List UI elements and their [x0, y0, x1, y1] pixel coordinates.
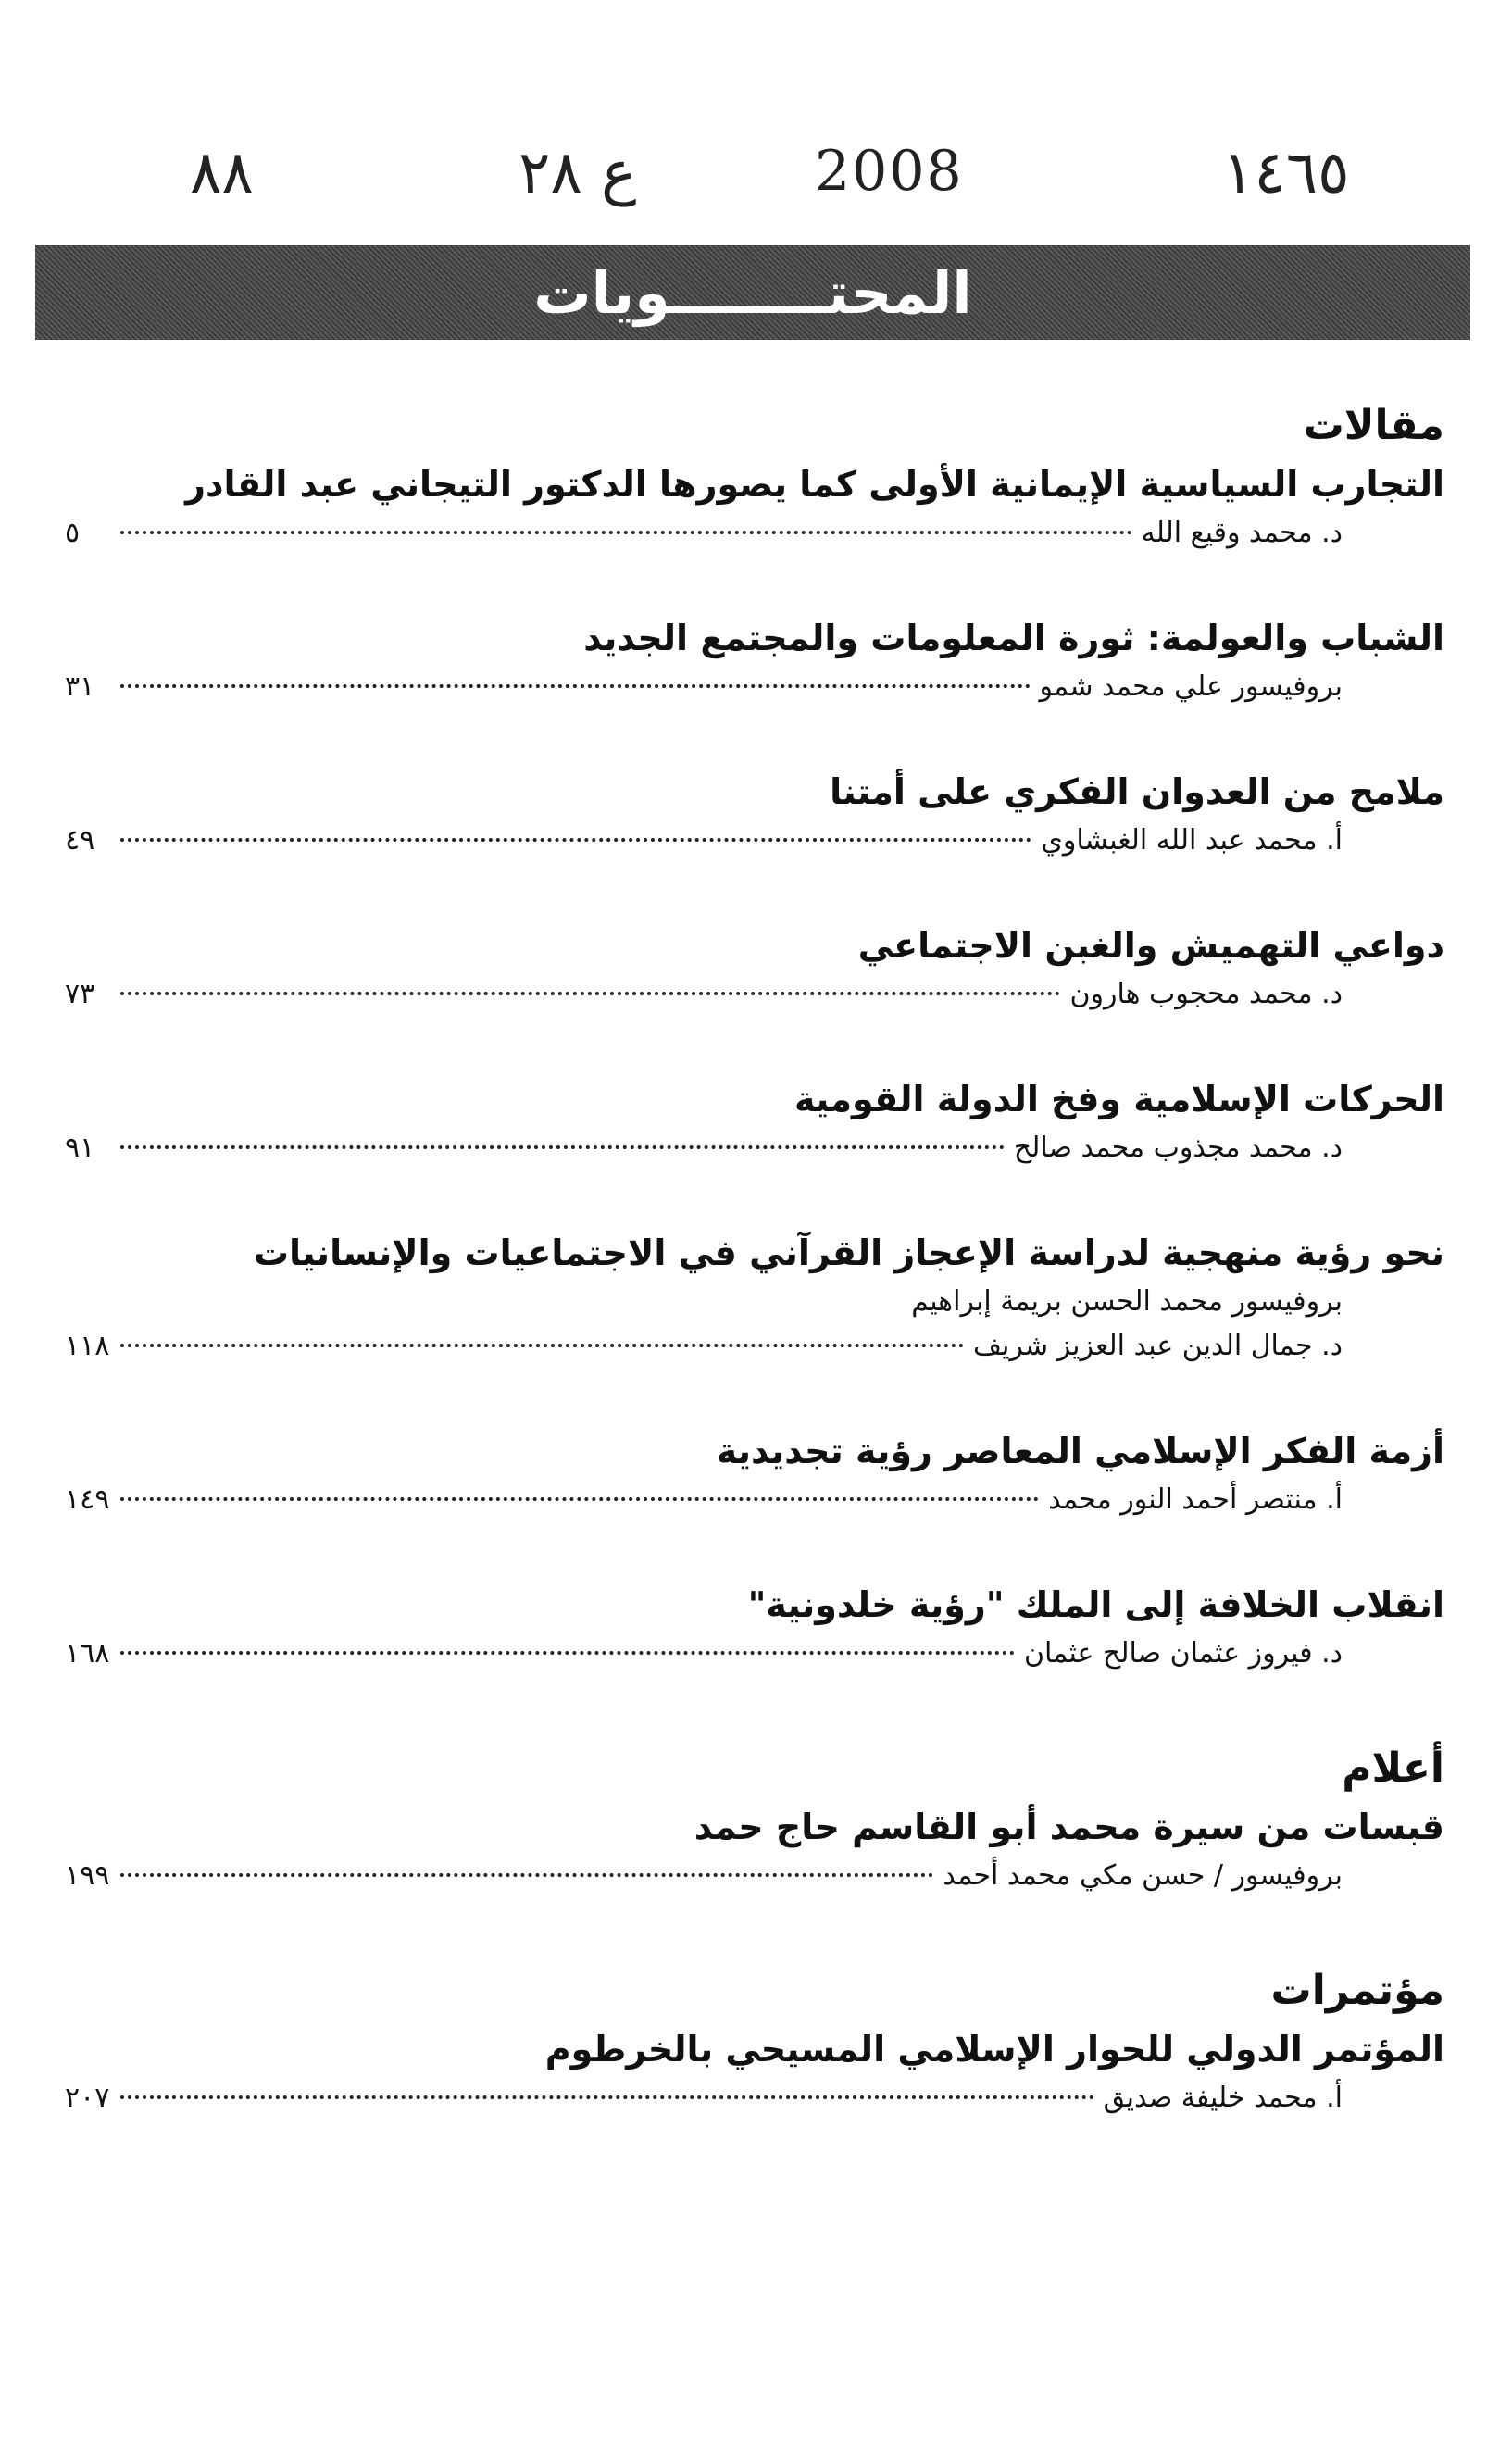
author-line: [65, 2076, 1444, 2120]
entry-title: المؤتمر الدولي للحوار الإسلامي المسيحي بالخرطوم: [544, 2029, 1444, 2070]
handwritten-note: ١٤٦٥: [1222, 139, 1350, 207]
page-number: ١١٨: [65, 1330, 110, 1362]
page-number: ١٤٩: [65, 1483, 110, 1516]
author-line: [65, 972, 1444, 1017]
page-number: ٣١: [65, 670, 95, 703]
entry-author: أ. محمد خليفة صديق: [1103, 2082, 1343, 2114]
page-number: ١٦٨: [65, 1637, 110, 1670]
section-title: مقالات: [1303, 402, 1444, 449]
dot-leader: [120, 531, 1132, 534]
author-line: [65, 1280, 1444, 1324]
handwritten-note: ٨٨: [190, 139, 254, 207]
entry-title: الشباب والعولمة: ثورة المعلومات والمجتمع الجديد: [583, 618, 1444, 658]
author-line: [65, 1632, 1444, 1676]
dot-leader: [120, 1145, 1005, 1149]
toc-entry[interactable]: [65, 457, 1444, 556]
toc-entry[interactable]: [65, 1226, 1444, 1369]
author-line: [65, 1854, 1444, 1898]
entry-author: د. محمد محجوب هارون: [1069, 978, 1343, 1010]
entry-title: انقلاب الخلافة إلى الملك "رؤية خلدونية": [747, 1584, 1444, 1625]
entry-title: التجارب السياسية الإيمانية الأولى كما يصورها الدكتور التيجاني عبد القادر: [185, 464, 1444, 505]
toc-entry[interactable]: [65, 2022, 1444, 2120]
entry-title: أزمة الفكر الإسلامي المعاصر رؤية تجديدية: [716, 1431, 1444, 1471]
entry-title: ملامح من العدوان الفكري على أمتنا: [830, 771, 1444, 812]
entry-author: بروفيسور / حسن مكي محمد أحمد: [943, 1859, 1343, 1892]
toc-entry[interactable]: [65, 1578, 1444, 1676]
dot-leader: [120, 1651, 1015, 1655]
author-line: [65, 665, 1444, 709]
page-number: ٩١: [65, 1132, 95, 1164]
entry-author: أ. محمد عبد الله الغبشاوي: [1041, 824, 1343, 857]
toc-entry[interactable]: [65, 1424, 1444, 1522]
entry-author: د. محمد وقيع الله: [1141, 517, 1343, 549]
page-title: المحتــــــــويات: [533, 258, 972, 327]
entry-author: بروفيسور محمد الحسن بريمة إبراهيم: [911, 1285, 1343, 1318]
author-line: [65, 1324, 1444, 1369]
page-number: ٢٠٧: [65, 2082, 110, 2114]
entry-title: قبسات من سيرة محمد أبو القاسم حاج حمد: [694, 1807, 1444, 1847]
handwritten-note: ع ٢٨: [519, 139, 637, 207]
dot-leader: [120, 684, 1031, 688]
title-banner: [35, 245, 1470, 340]
section-title: أعلام: [1342, 1745, 1444, 1792]
page-number: ٧٣: [65, 978, 95, 1010]
table-of-contents: [65, 398, 1444, 2176]
author-line: [65, 1478, 1444, 1522]
toc-entry[interactable]: [65, 765, 1444, 863]
entry-author: د. فيروز عثمان صالح عثمان: [1023, 1637, 1343, 1670]
toc-entry[interactable]: [65, 611, 1444, 709]
entry-author: د. جمال الدين عبد العزيز شريف: [972, 1330, 1343, 1362]
dot-leader: [120, 2095, 1094, 2099]
handwritten-note: 2008: [815, 139, 964, 204]
page-number: ١٩٩: [65, 1859, 110, 1892]
entry-author: بروفيسور علي محمد شمو: [1039, 670, 1343, 703]
author-line: [65, 819, 1444, 863]
toc-entry[interactable]: [65, 1072, 1444, 1170]
toc-entry[interactable]: [65, 919, 1444, 1017]
author-line: [65, 511, 1444, 556]
entry-title: نحو رؤية منهجية لدراسة الإعجاز القرآني في الاجتماعيات والإنسانيات: [253, 1232, 1444, 1273]
page-number: ٤٩: [65, 824, 95, 857]
author-line: [65, 1126, 1444, 1170]
page-number: ٥: [65, 517, 81, 549]
dot-leader: [120, 1344, 964, 1347]
section-title: مؤتمرات: [1270, 1967, 1444, 2014]
dot-leader: [120, 1497, 1039, 1501]
dot-leader: [120, 838, 1031, 842]
dot-leader: [120, 992, 1060, 995]
entry-author: د. محمد مجذوب محمد صالح: [1013, 1132, 1343, 1164]
dot-leader: [120, 1873, 933, 1877]
toc-entry[interactable]: [65, 1800, 1444, 1898]
entry-title: دواعي التهميش والغبن الاجتماعي: [857, 925, 1444, 966]
entry-author: أ. منتصر أحمد النور محمد: [1048, 1483, 1343, 1516]
entry-title: الحركات الإسلامية وفخ الدولة القومية: [793, 1079, 1444, 1119]
